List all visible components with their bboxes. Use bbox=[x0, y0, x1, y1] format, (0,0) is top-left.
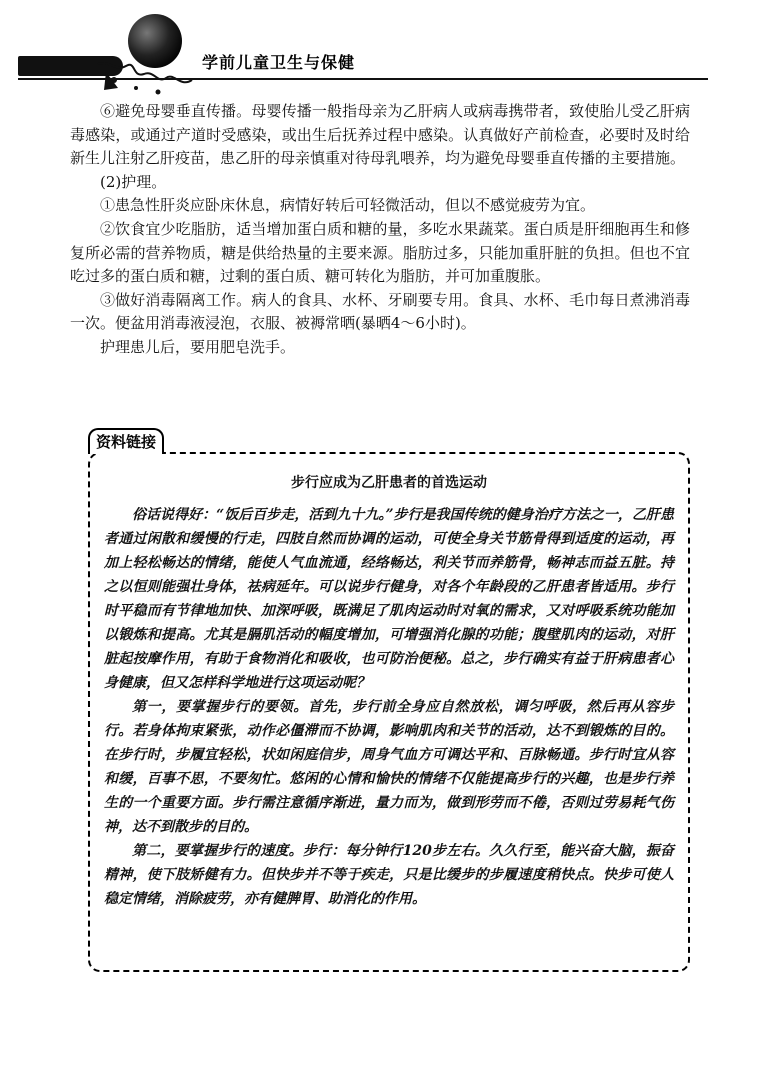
paragraph: 护理患儿后，要用肥皂洗手。 bbox=[100, 337, 296, 356]
running-header-title: 学前儿童卫生与保健 bbox=[196, 50, 361, 76]
sidebar-paragraph: 俗话说得好：“饭后百步走，活到九十九。”步行是我国传统的健身治疗方法之一，乙肝患者通过闲散和缓慢的行走，四肢自然而协调的运动，可使全身关节筋骨得到适度的运动，再加上轻松畅达的情绪，能使人气血流通，经络畅达，利关节而养筋骨，畅神志而益五脏。持之以恒则能强壮身体，祛病延年。可以说步行健身，对各个年龄段的乙肝患者皆适用。步行时平稳而有节律地加快、加深呼吸，既满足了肌肉运动时对氧的需求，又对呼吸系统功能加以锻炼和提高。尤其是膈肌活动的幅度增加，可增强消化腺的功能；腹壁肌肉的运动，对肝脏起按摩作用，有助于食物消化和吸收，也可防治便秘。总之，步行确实有益于肝病患者心身健康，但又怎样科学地进行这项运动呢？ bbox=[104, 507, 674, 691]
paragraph: ③做好消毒隔离工作。病人的食具、水杯、牙刷要专用。食具、水杯、毛巾每日煮沸消毒一次。便盆用消毒液浸泡，衣服、被褥常晒(暴晒4～6小时)。 bbox=[70, 290, 690, 333]
page-header bbox=[0, 0, 760, 100]
ink-ball-icon bbox=[128, 14, 182, 68]
sidebar-text bbox=[104, 503, 674, 911]
paragraph: (2)护理。 bbox=[100, 172, 167, 191]
paragraph: ①患急性肝炎应卧床休息，病情好转后可轻微活动，但以不感觉疲劳为宜。 bbox=[100, 196, 596, 215]
sidebar-paragraph: 第二，要掌握步行的速度。步行：每分钟行120步左右。久久行至，能兴奋大脑，振奋精神，使下肢矫健有力。但快步并不等于疾走，只是比缓步的步履速度稍快点。快步可使人稳定情绪，消除疲劳，亦有健脾胃、助消化的作用。 bbox=[104, 843, 674, 907]
paragraph: ②饮食宜少吃脂肪，适当增加蛋白质和糖的量，多吃水果蔬菜。蛋白质是肝细胞再生和修复所必需的营养物质，糖是供给热量的主要来源。脂肪过多，只能加重肝脏的负担。但也不宜吃过多的蛋白质和糖，过剩的蛋白质、糖可转化为脂肪，并可加重腹胀。 bbox=[70, 219, 690, 286]
sidebar-title: 步行应成为乙肝患者的首选运动 bbox=[291, 475, 487, 491]
sidebar-paragraph: 第一，要掌握步行的要领。首先，步行前全身应自然放松，调匀呼吸，然后再从容步行。若身体拘束紧张，动作必僵滞而不协调，影响肌肉和关节的活动，达不到锻炼的目的。在步行时，步履宜轻松，状如闲庭信步，周身气血方可调达平和、百脉畅通。步行时宜从容和缓，百事不思，不要匆忙。悠闲的心情和愉快的情绪不仅能提高步行的兴趣，也是步行养生的一个重要方面。步行需注意循序渐进，量力而为，做到形劳而不倦，否则过劳易耗气伤神，达不到散步的目的。 bbox=[104, 699, 674, 835]
sidebar-label: 资料链接 bbox=[88, 428, 164, 454]
main-text bbox=[70, 100, 690, 360]
paragraph: ⑥避免母婴垂直传播。母婴传播一般指母亲为乙肝病人或病毒携带者，致使胎儿受乙肝病毒感染，或通过产道时受感染，或出生后抚养过程中感染。认真做好产前检查，必要时及时给新生儿注射乙肝疫苗，患乙肝的母亲慎重对待母乳喂养，均为避免母婴垂直传播的主要措施。 bbox=[70, 102, 690, 168]
